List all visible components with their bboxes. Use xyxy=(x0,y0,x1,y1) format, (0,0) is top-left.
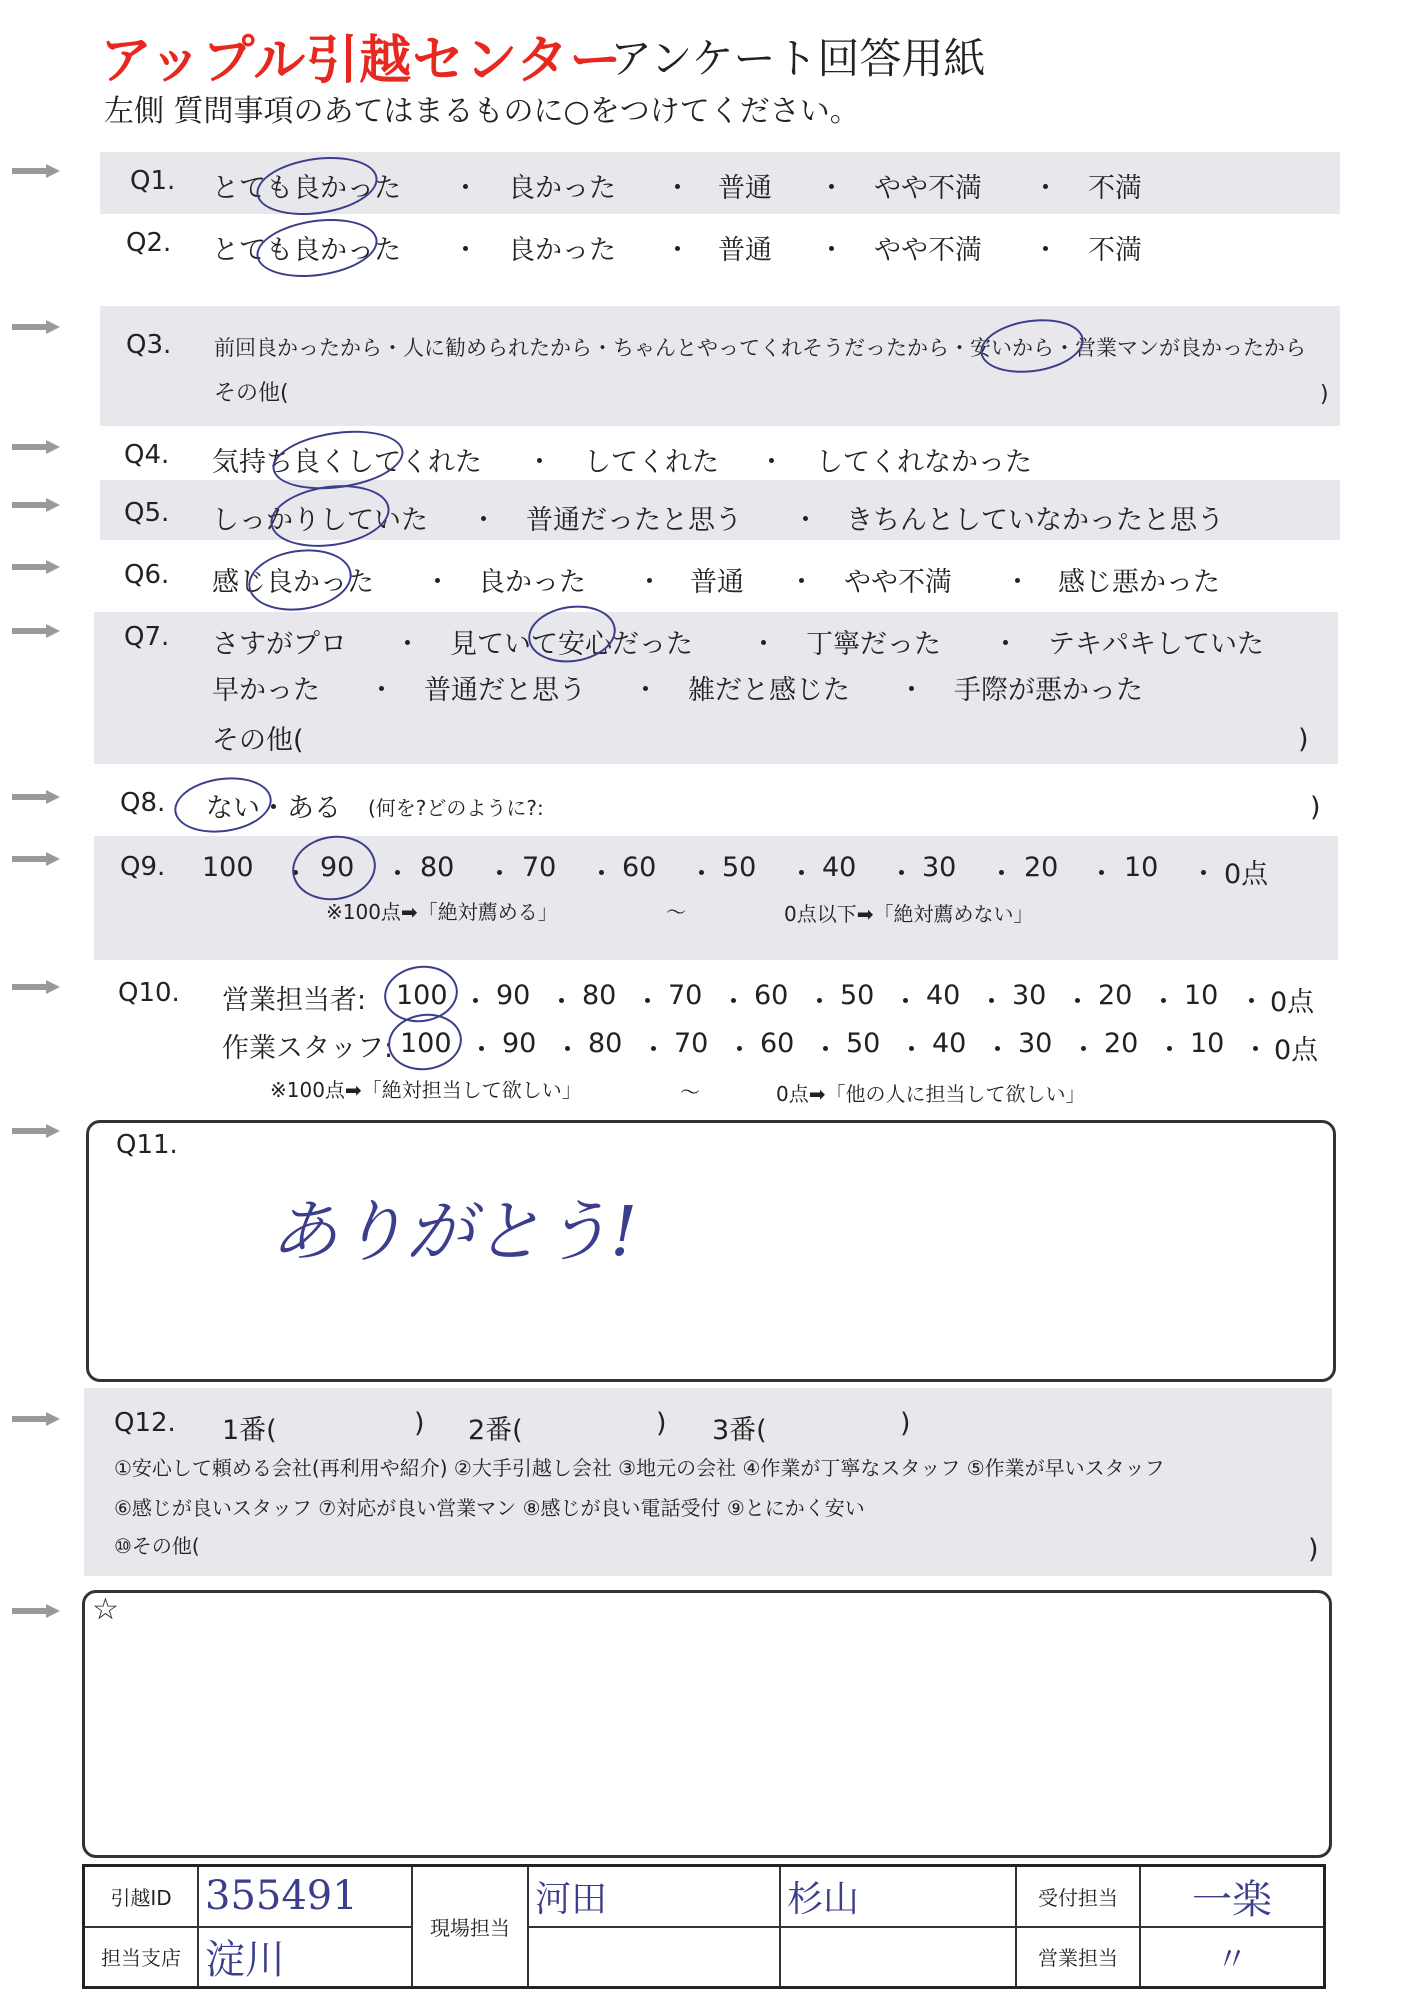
site-staff-cell[interactable] xyxy=(780,1927,1016,1988)
q10-staff-score[interactable]: 100 xyxy=(400,1028,452,1059)
q10-sales-score[interactable]: 10 xyxy=(1184,980,1219,1011)
margin-arrow-icon xyxy=(12,790,62,804)
separator: ・ xyxy=(978,987,1005,1018)
q5-option[interactable]: しっかりしていた xyxy=(212,505,428,536)
separator: ・ xyxy=(424,567,451,598)
q10-sales-score[interactable]: 60 xyxy=(754,980,789,1011)
separator: ・ xyxy=(1064,987,1091,1018)
q10-staff-score[interactable]: 90 xyxy=(502,1028,537,1059)
separator: ・ xyxy=(452,235,479,266)
q7-option[interactable]: さすがプロ xyxy=(212,629,347,660)
close-paren: ) xyxy=(656,1408,667,1439)
separator: ・ xyxy=(462,987,489,1018)
q7-option[interactable]: 手際が悪かった xyxy=(954,675,1143,706)
sales-label: 営業担当 xyxy=(1016,1927,1140,1988)
q12-label: Q12. xyxy=(114,1408,176,1438)
close-paren: ) xyxy=(414,1408,425,1439)
separator: ・ xyxy=(384,859,411,890)
answer-circle xyxy=(384,1009,465,1075)
margin-arrow-icon xyxy=(12,440,62,454)
q3-band xyxy=(100,306,1340,426)
separator: ・ xyxy=(452,173,479,204)
margin-arrow-icon xyxy=(12,624,62,638)
close-paren: ) xyxy=(1320,382,1329,407)
move-id-label: 引越ID xyxy=(84,1866,199,1927)
q10-sales-score[interactable]: 70 xyxy=(668,980,703,1011)
q2-option[interactable]: 良かった xyxy=(508,235,616,266)
move-id-handwriting: 355491 xyxy=(205,1873,358,1920)
q10-staff-score[interactable]: 10 xyxy=(1190,1028,1225,1059)
separator: ・ xyxy=(984,1035,1011,1066)
separator: ・ xyxy=(588,859,615,890)
separator: ・ xyxy=(634,987,661,1018)
separator: ・ xyxy=(818,235,845,266)
q4-option[interactable]: 気持ち良くしてくれた xyxy=(212,447,482,478)
reception-value: 一楽 xyxy=(1192,1876,1272,1923)
q6-option[interactable]: やや不満 xyxy=(844,567,952,598)
q10-staff-score[interactable]: 60 xyxy=(760,1028,795,1059)
q2-option[interactable]: とても良かった xyxy=(212,235,401,266)
separator: ・ xyxy=(992,629,1019,660)
footer-table xyxy=(82,1864,1326,1989)
separator: ・ xyxy=(892,987,919,1018)
margin-arrow-icon xyxy=(12,852,62,866)
separator: ・ xyxy=(788,859,815,890)
separator: ・ xyxy=(664,235,691,266)
margin-arrow-icon xyxy=(12,164,62,178)
branch-label: 担当支店 xyxy=(84,1927,199,1988)
q10-row-label: 営業担当者: xyxy=(222,985,367,1016)
q1-option[interactable]: やや不満 xyxy=(874,173,982,204)
q10-staff-score[interactable]: 70 xyxy=(674,1028,709,1059)
q1-option[interactable]: 普通 xyxy=(718,173,772,204)
close-paren: ) xyxy=(900,1408,911,1439)
q4-option[interactable]: してくれた xyxy=(584,447,719,478)
q10-sales-score[interactable]: 100 xyxy=(396,980,448,1011)
separator: ・ xyxy=(1150,987,1177,1018)
q10-staff-score[interactable]: 20 xyxy=(1104,1028,1139,1059)
close-paren: ) xyxy=(1310,792,1321,823)
star-icon: ☆ xyxy=(92,1592,119,1627)
sales-value: 〃 xyxy=(1215,1939,1248,1978)
q11-label: Q11. xyxy=(116,1130,178,1160)
separator: ・ xyxy=(468,1035,495,1066)
q9-score[interactable]: 90 xyxy=(320,852,355,883)
site-staff-label: 現場担当 xyxy=(412,1866,528,1988)
margin-arrow-icon xyxy=(12,560,62,574)
separator: ・ xyxy=(1242,1035,1269,1066)
separator: ・ xyxy=(788,567,815,598)
comment-box[interactable] xyxy=(82,1590,1332,1858)
q7-label: Q7. xyxy=(124,622,170,652)
q10-sales-score[interactable]: 50 xyxy=(840,980,875,1011)
separator: ・ xyxy=(988,859,1015,890)
instruction-text: 左側 質問事項のあてはまるものに○をつけてください。 xyxy=(104,94,860,129)
separator: ・ xyxy=(812,1035,839,1066)
q7-other: その他( xyxy=(212,725,304,756)
q1-option[interactable]: とても良かった xyxy=(212,173,401,204)
separator: ・ xyxy=(806,987,833,1018)
q1-option[interactable]: 不満 xyxy=(1088,173,1142,204)
separator: ・ xyxy=(750,629,777,660)
separator: ・ xyxy=(1032,235,1059,266)
close-paren: ) xyxy=(1298,724,1309,755)
separator: ・ xyxy=(1190,859,1217,890)
q5-option[interactable]: 普通だったと思う xyxy=(526,505,742,536)
q3-options[interactable]: 前回良かったから・人に勧められたから・ちゃんとやってくれそうだったから・安いから・営業マンが良かったから xyxy=(214,336,1306,360)
margin-arrow-icon xyxy=(12,320,62,334)
q3-label: Q3. xyxy=(126,330,172,360)
separator: ・ xyxy=(548,987,575,1018)
q4-option[interactable]: してくれなかった xyxy=(816,447,1032,478)
separator: ・ xyxy=(888,859,915,890)
q2-label: Q2. xyxy=(126,228,172,258)
reception-cell[interactable] xyxy=(1140,1866,1325,1927)
separator: ・ xyxy=(898,675,925,706)
q2-option[interactable]: 普通 xyxy=(718,235,772,266)
q9-score[interactable]: 30 xyxy=(922,852,957,883)
answer-circle xyxy=(244,543,355,617)
q10-sales-score[interactable]: 30 xyxy=(1012,980,1047,1011)
reception-label: 受付担当 xyxy=(1016,1866,1140,1927)
answer-circle xyxy=(253,212,382,284)
q7-option[interactable]: 丁寧だった xyxy=(806,629,941,660)
q12-choices: ⑩その他( xyxy=(114,1534,200,1558)
q12-choices: ①安心して頼める会社(再利用や紹介) ②大手引越し会社 ③地元の会社 ④作業が丁寧なスタッフ ⑤作業が早いスタッフ xyxy=(114,1456,1165,1480)
q10-staff-score[interactable]: 40 xyxy=(932,1028,967,1059)
separator: ・ xyxy=(1156,1035,1183,1066)
q10-sales-score[interactable]: 40 xyxy=(926,980,961,1011)
q7-option[interactable]: 早かった xyxy=(212,675,320,706)
q1-option[interactable]: 良かった xyxy=(508,173,616,204)
margin-arrow-icon xyxy=(12,980,62,994)
separator: ・ xyxy=(898,1035,925,1066)
q8-label: Q8. xyxy=(120,788,166,818)
q9-score[interactable]: 100 xyxy=(202,852,254,883)
separator: ・ xyxy=(636,567,663,598)
q7-option[interactable]: 雑だと感じた xyxy=(688,675,850,706)
separator: ・ xyxy=(688,859,715,890)
separator: ・ xyxy=(1032,173,1059,204)
q9-score[interactable]: 20 xyxy=(1024,852,1059,883)
q9-score[interactable]: 60 xyxy=(622,852,657,883)
close-paren: ) xyxy=(1308,1534,1319,1565)
company-name: アップル引越センター xyxy=(100,31,623,91)
q5-option[interactable]: きちんとしていなかったと思う xyxy=(846,505,1224,536)
separator: ・ xyxy=(720,987,747,1018)
site-staff-cell[interactable] xyxy=(528,1866,780,1927)
sales-cell[interactable] xyxy=(1140,1927,1325,1988)
q9-score[interactable]: 0点 xyxy=(1224,859,1269,890)
q12-rank2[interactable]: 2番( xyxy=(468,1415,523,1446)
q12-choices: ⑥感じが良いスタッフ ⑦対応が良い営業マン ⑧感じが良い電話受付 ⑨とにかく安い xyxy=(114,1496,865,1520)
margin-arrow-icon xyxy=(12,1604,62,1618)
margin-arrow-icon xyxy=(12,1124,62,1138)
q9-note-right: 0点以下➡「絶対薦めない」 xyxy=(784,902,1034,926)
q8-note: (何を?どのように?: xyxy=(368,796,544,820)
q10-label: Q10. xyxy=(118,978,180,1008)
q7-option[interactable]: 普通だと思う xyxy=(424,675,586,706)
tilde: 〜 xyxy=(680,1080,700,1104)
tilde: 〜 xyxy=(666,900,686,924)
q9-score[interactable]: 10 xyxy=(1124,852,1159,883)
form-title: アンケート回答用紙 xyxy=(610,34,986,83)
q6-option[interactable]: 感じ良かった xyxy=(212,567,374,598)
branch-value: 淀川 xyxy=(205,1937,285,1984)
margin-arrow-icon xyxy=(12,498,62,512)
separator: ・ xyxy=(1070,1035,1097,1066)
q10-staff-score[interactable]: 30 xyxy=(1018,1028,1053,1059)
answer-circle xyxy=(171,771,276,838)
separator: ・ xyxy=(282,859,309,890)
separator: ・ xyxy=(726,1035,753,1066)
q10-note-left: ※100点➡「絶対担当して欲しい」 xyxy=(270,1078,582,1102)
separator: ・ xyxy=(1238,987,1265,1018)
q10-sales-score[interactable]: 0点 xyxy=(1270,987,1315,1018)
q6-option[interactable]: 普通 xyxy=(690,567,744,598)
site-staff-2: 杉山 xyxy=(787,1878,860,1920)
q7-option[interactable]: テキパキしていた xyxy=(1048,629,1264,660)
q10-sales-score[interactable]: 20 xyxy=(1098,980,1133,1011)
branch-value-cell[interactable] xyxy=(198,1927,412,1988)
q12-rank1[interactable]: 1番( xyxy=(222,1415,277,1446)
q7-option[interactable]: 見ていて安心だった xyxy=(450,629,693,660)
q6-label: Q6. xyxy=(124,560,170,590)
q9-score[interactable]: 80 xyxy=(420,852,455,883)
margin-arrow-icon xyxy=(12,1412,62,1426)
q10-staff-score[interactable]: 50 xyxy=(846,1028,881,1059)
q3-other: その他( xyxy=(214,381,289,406)
separator: ・ xyxy=(554,1035,581,1066)
site-staff-1: 河田 xyxy=(535,1878,608,1920)
q12-rank3[interactable]: 3番( xyxy=(712,1415,767,1446)
q9-label: Q9. xyxy=(120,852,166,882)
site-staff-cell[interactable] xyxy=(780,1866,1016,1927)
separator: ・ xyxy=(758,447,785,478)
separator: ・ xyxy=(664,173,691,204)
q2-option[interactable]: やや不満 xyxy=(874,235,982,266)
q11-answer[interactable]: ありがとう! xyxy=(270,1193,638,1272)
q10-staff-score[interactable]: 80 xyxy=(588,1028,623,1059)
separator: ・ xyxy=(792,505,819,536)
q6-option[interactable]: 良かった xyxy=(478,567,586,598)
q9-score[interactable]: 70 xyxy=(522,852,557,883)
site-staff-cell[interactable] xyxy=(528,1927,780,1988)
q9-note-left: ※100点➡「絶対薦める」 xyxy=(326,900,558,924)
separator: ・ xyxy=(486,859,513,890)
move-id-value[interactable] xyxy=(198,1866,412,1927)
q10-sales-score[interactable]: 90 xyxy=(496,980,531,1011)
separator: ・ xyxy=(1088,859,1115,890)
q10-sales-score[interactable]: 80 xyxy=(582,980,617,1011)
q1-label: Q1. xyxy=(130,166,176,196)
q2-option[interactable]: 不満 xyxy=(1088,235,1142,266)
separator: ・ xyxy=(394,629,421,660)
q6-option[interactable]: 感じ悪かった xyxy=(1058,567,1220,598)
q5-label: Q5. xyxy=(124,498,170,528)
q9-score[interactable]: 50 xyxy=(722,852,757,883)
q10-staff-score[interactable]: 0点 xyxy=(1274,1035,1319,1066)
q4-label: Q4. xyxy=(124,440,170,470)
q10-row-label: 作業スタッフ: xyxy=(222,1033,394,1064)
separator: ・ xyxy=(640,1035,667,1066)
separator: ・ xyxy=(368,675,395,706)
separator: ・ xyxy=(526,447,553,478)
q8-option[interactable]: ない・ある xyxy=(206,793,341,824)
q10-note-right: 0点➡「他の人に担当して欲しい」 xyxy=(776,1082,1086,1106)
separator: ・ xyxy=(818,173,845,204)
separator: ・ xyxy=(632,675,659,706)
separator: ・ xyxy=(470,505,497,536)
q9-score[interactable]: 40 xyxy=(822,852,857,883)
separator: ・ xyxy=(1004,567,1031,598)
